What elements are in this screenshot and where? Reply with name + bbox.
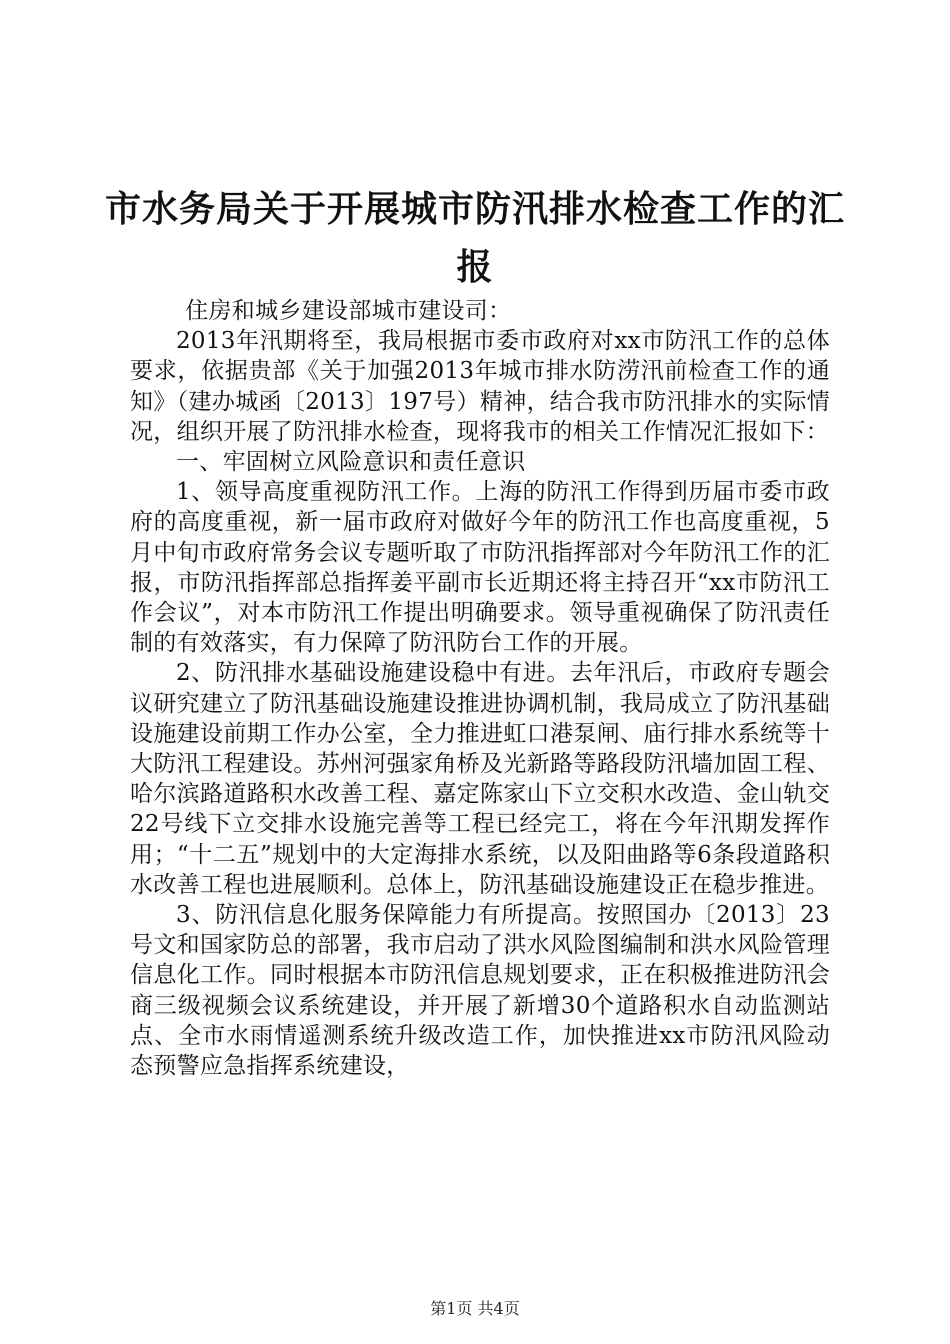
paragraph-item-2: 2、防汛排水基础设施建设稳中有进。去年汛后，市政府专题会议研究建立了防汛基础设施建设推进协调机制，我局成立了防汛基础设施建设前期工作办公室，全力推进虹口港泵闸、庙行排水系统等十大防汛工程建设。苏州河强家角桥及光新路等路段防汛墙加固工程、哈尔滨路道路积水改善工程、嘉定陈家山下立交积水改造、金山轨交22号线下立交排水设施完善等工程已经完工，将在今年汛期发挥作用；“十二五”规划中的大定海排水系统，以及阳曲路等6条段道路积水改善工程也进展顺利。总体上，防汛基础设施建设正在稳步推进。	[130, 660, 830, 898]
section-heading-1: 一、牢固树立风险意识和责任意识	[176, 449, 526, 476]
paragraph-intro: 2013年汛期将至，我局根据市委市政府对xx市防汛工作的总体要求，依据贵部《关于加强2013年城市排水防涝汛前检查工作的通知》（建办城函〔2013〕197号）精神，结合我市防汛排水的实际情况，组织开展了防汛排水检查，现将我市的相关工作情况汇报如下：	[130, 328, 830, 445]
document-title-line2: 报	[456, 247, 494, 288]
paragraph-item-3: 3、防汛信息化服务保障能力有所提高。按照国办〔2013〕23号文和国家防总的部署，我市启动了洪水风险图编制和洪水风险管理信息化工作。同时根据本市防汛信息规划要求，正在积极推进防汛会商三级视频会议系统建设，并开展了新增30个道路积水自动监测站点、全市水雨情遥测系统升级改造工作，加快推进xx市防汛风险动态预警应急指挥系统建设，	[130, 902, 830, 1080]
document-body	[130, 296, 830, 1081]
salutation: 住房和城乡建设部城市建设司：	[185, 298, 512, 324]
paragraph-item-1: 1、领导高度重视防汛工作。上海的防汛工作得到历届市委市政府的高度重视，新一届市政府对做好今年的防汛工作也高度重视，5月中旬市政府常务会议专题听取了市防汛指挥部对今年防汛工作的汇报，市防汛指挥部总指挥姜平副市长近期还将主持召开“xx市防汛工作会议”，对本市防汛工作提出明确要求。领导重视确保了防汛责任制的有效落实，有力保障了防汛防台工作的开展。	[130, 479, 830, 657]
page-number-footer: 第1页 共4页	[430, 1299, 520, 1318]
document-title-line1: 市水务局关于开展城市防汛排水检查工作的汇	[104, 189, 845, 230]
